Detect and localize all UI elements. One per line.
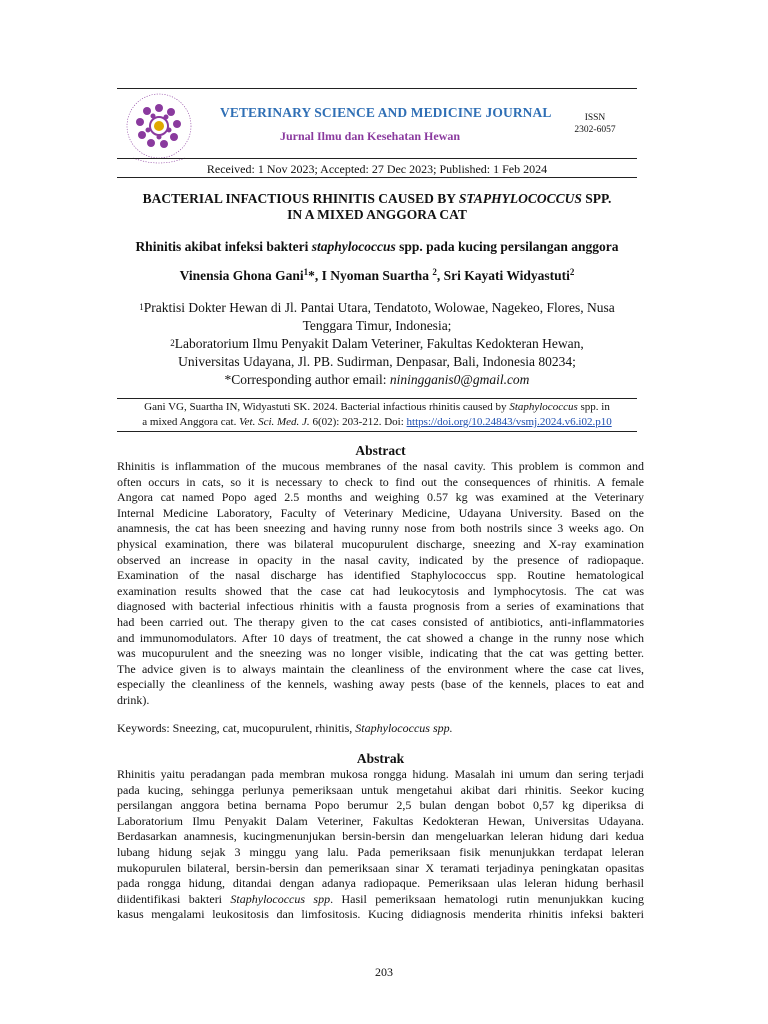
paragraph-line: diagnosed with bacterial infectious rhinitis with a fausta prognosis from a series of examinations that: [117, 599, 644, 614]
journal-logo-icon: [119, 92, 199, 168]
paragraph-line: examination results showed that the case cat had leukocytosis and lymphocytosis. The cat was: [117, 583, 644, 598]
citation-text: Gani VG, Suartha IN, Widyastuti SK. 2024. Bacterial infactious rhinitis caused by: [144, 401, 510, 413]
paragraph-line: Rhinitis is inflammation of the mucous membranes of the nasal cavity. This problem is common and: [117, 459, 644, 473]
author-list: [117, 268, 637, 284]
title-line-1: [117, 191, 637, 207]
affiliation-1-line-1: [117, 299, 637, 317]
citation-line-1: [117, 400, 637, 415]
affiliation-1-line-2: Tenggara Timur, Indonesia;: [302, 318, 452, 333]
affiliation-mark: 1: [139, 302, 144, 312]
paragraph-line: physical examination, there was bilateral mucopurulent discharge, sneezing and X-ray examination: [117, 536, 644, 551]
page-number: 203: [375, 965, 393, 979]
paragraph-text: diidentifikasi bakteri: [117, 891, 231, 906]
paragraph-line: pada kucing, sehingga perlunya pemeriksaan untuk mengetahui akibat dari rhinitis. Seekor kucing: [117, 782, 644, 797]
paragraph-line: lubang hidung sejak 3 minggu yang lalu. Pada pemeriksaan fisik menunjukkan terdapat leleran: [117, 844, 644, 859]
paragraph-line: kasus mengalami leukositosis dan limfositosis. Kucing didiagnosis menderita rhinitis infeksi bakteri: [117, 907, 644, 922]
header-dates-top-rule: [117, 158, 637, 159]
citation-box: [117, 398, 637, 432]
title-text: BACTERIAL INFACTIOUS RHINITIS CAUSED BY: [142, 191, 459, 206]
author-affil-mark: 2: [432, 267, 437, 277]
corresponding-author: [117, 371, 637, 389]
title-genus: STAPHYLOCOCCUS: [458, 191, 582, 206]
author-affil-mark: 1: [303, 267, 309, 277]
paragraph-line: pada rongga hidung, ditandai dengan adanya radiopaque. Pemeriksaan ulas leleran hidung berhasil: [117, 876, 644, 891]
abstrak-body: [117, 767, 644, 923]
issn-label: ISSN: [584, 113, 606, 123]
author-affil-mark: 2: [569, 267, 575, 277]
author-separator: *,: [308, 268, 322, 283]
affiliation-text: Laboratorium Ilmu Penyakit Dalam Veteriner, Fakultas Kedokteran Hewan,: [174, 336, 584, 351]
affiliations: [117, 299, 637, 389]
citation-text: a mixed Anggora cat.: [142, 416, 240, 428]
doi-link[interactable]: https://doi.org/10.24843/vsmj.2024.v6.i02.p10: [406, 416, 612, 428]
paragraph-genus: Staphylococcus spp: [230, 891, 331, 906]
paragraph-line: anamnesis, the cat has been sneezing and having runny nose from both nostrils since 3 weeks ago. On: [117, 521, 644, 536]
paragraph-line: often occurs in cats, so it is necessary to check to find out the consequences of rhinitis. A female: [117, 474, 644, 489]
paragraph-line: and immunomodulators. After 10 days of treatment, the cat showed a change in the runny nose which: [117, 630, 644, 645]
paragraph-line: mukopurulen bilateral, bersin-bersin dan pemeriksaan sinar X teramati terjadinya peningkatan opasitas: [117, 860, 644, 875]
keywords-genus: Staphylococcus spp.: [355, 721, 453, 735]
abstrak-heading: Abstrak: [356, 751, 405, 766]
citation-line-2: [117, 415, 637, 430]
paragraph-line: Internal Medicine Laboratory, Faculty of Veterinary Medicine, Udayana University. Based on the: [117, 505, 644, 520]
keywords: [117, 721, 453, 736]
affiliation-mark: 2: [170, 338, 175, 348]
paragraph-text: . Hasil pemeriksaan hematologi rutin menunjukkan kucing: [330, 891, 644, 906]
author-separator: ,: [436, 268, 444, 283]
citation-genus: Staphylococcus: [509, 401, 578, 413]
issn-number: 2302-6057: [574, 125, 616, 135]
paragraph-line: persilangan anggora betina bernama Popo berumur 2,5 bulan dengan bobot 0,57 kg diperiksa di: [117, 798, 644, 813]
affiliation-2-line-2: Universitas Udayana, Jl. PB. Sudirman, Denpasar, Bali, Indonesia 80234;: [178, 354, 576, 369]
paragraph-line: had been carried out. The therapy given to the cat cases consisted of antibiotics, anti-inflammatories: [117, 614, 644, 629]
citation-text: spp. in: [577, 401, 610, 413]
header-dates-bottom-rule: [117, 177, 637, 178]
affiliation-text: Praktisi Dokter Hewan di Jl. Pantai Utara, Tendatoto, Wolowae, Nagekeo, Flores, Nusa: [143, 300, 615, 315]
article-subtitle: [117, 239, 637, 255]
paragraph-line: was mucopurulent and the sneezing was no longer visible, indicating that the cat was getting better.: [117, 646, 644, 661]
corresponding-email: niningganis0@gmail.com: [389, 372, 530, 387]
journal-name: VETERINARY SCIENCE AND MEDICINE JOURNAL: [220, 105, 552, 120]
article-dates: Received: 1 Nov 2023; Accepted: 27 Dec 2023; Published: 1 Feb 2024: [206, 162, 548, 176]
paragraph-line: The advice given is to always maintain the cleanliness of the environment where the case cat lives,: [117, 661, 644, 676]
title-text: SPP.: [581, 191, 612, 206]
paragraph-line: Examination of the nasal discharge has identified Staphylococcus spp. Routine hematological: [117, 568, 644, 583]
journal-subtitle: Jurnal Ilmu dan Kesehatan Hewan: [280, 129, 461, 143]
subtitle-text: spp. pada kucing persilangan anggora: [395, 239, 619, 254]
paragraph-line: especially the cleanliness of the kennels, washing away pests (base of the kennels, places to eat and: [117, 677, 644, 692]
paragraph-line: Laboratorium Ilmu Penyakit Dalam Veteriner, Fakultas Kedokteran Hewan, Universitas Udayana.: [117, 813, 644, 828]
article-title: [117, 191, 637, 223]
author-name: I Nyoman Suartha: [321, 268, 433, 283]
affiliation-2-line-1: [117, 335, 637, 353]
keywords-text: Keywords: Sneezing, cat, mucopurulent, rhinitis,: [117, 721, 356, 735]
paragraph-line: Rhinitis yaitu peradangan pada membran mukosa rongga hidung. Masalah ini umum dan sering terjadi: [117, 767, 644, 781]
author-name: Vinensia Ghona Gani: [179, 268, 304, 283]
subtitle-text: Rhinitis akibat infeksi bakteri: [135, 239, 312, 254]
paragraph-line: drink).: [117, 692, 150, 707]
abstract-heading: Abstract: [355, 443, 406, 458]
paragraph-line: Angora cat named Popo aged 2.5 months and weighing 0.57 kg was examined at the Veterinary: [117, 490, 644, 505]
citation-journal: Vet. Sci. Med. J.: [239, 416, 310, 428]
issn-block: [574, 112, 616, 136]
paragraph-line: observed an increase in opacity in the nasal cavity, indicated by the presence of radiopaque.: [117, 552, 644, 567]
header-top-rule: [117, 88, 637, 89]
abstract-body: [117, 459, 644, 709]
corresponding-label: *Corresponding author email:: [224, 372, 390, 387]
paragraph-line: Berdasarkan anamnesis, kucingmenunjukan bersin-bersin dan mengeluarkan leleran hidung dari kedua: [117, 829, 644, 844]
title-line-2: IN A MIXED ANGGORA CAT: [287, 207, 467, 222]
author-name: Sri Kayati Widyastuti: [443, 268, 570, 283]
paragraph-line: [117, 892, 644, 908]
subtitle-genus: staphylococcus: [311, 239, 396, 254]
citation-text: 6(02): 203-212. Doi:: [309, 416, 407, 428]
